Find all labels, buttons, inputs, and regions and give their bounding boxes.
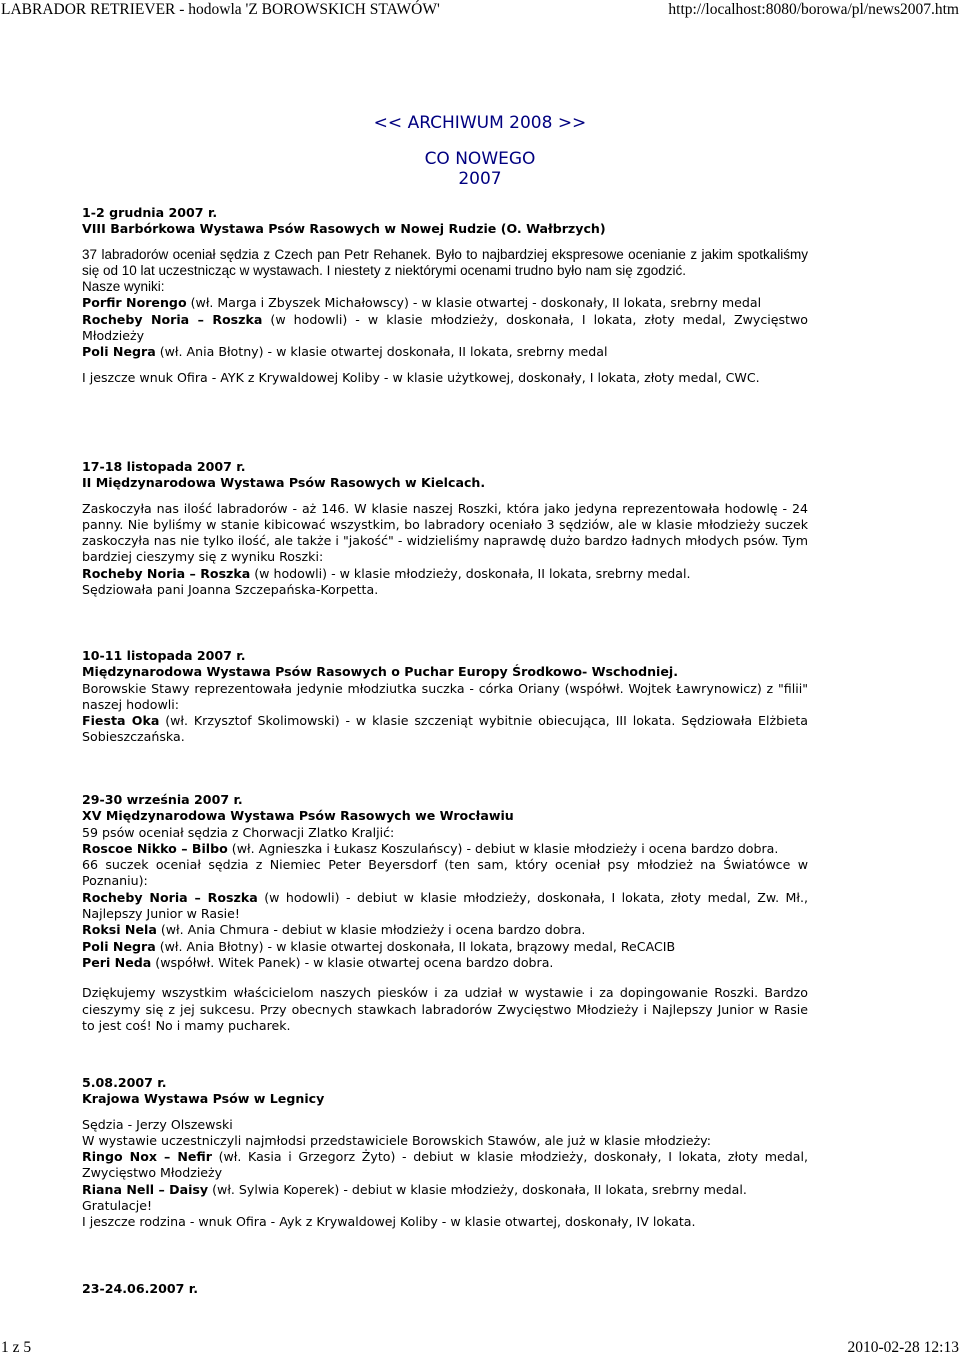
archive-2008-link[interactable]: << ARCHIWUM 2008 >> [373, 113, 587, 133]
dog-result: (wł. Ania Błotny) - w klasie otwartej doskonała, II lokata, srebrny medal [155, 344, 608, 360]
page-title-line2: 2007 [458, 169, 502, 189]
dog-result: (wł. Ania Błotny) - w klasie otwartej doskonała, II lokata, brązowy medal, ReCACIB [155, 938, 676, 954]
dog-name: Riana Nell – Daisy [82, 1181, 209, 1197]
entry-date: 29-30 września 2007 r. [82, 792, 243, 807]
entry-date: 23-24.06.2007 r. [82, 1281, 199, 1296]
dog-name: Roksi Nela [82, 922, 157, 938]
entry-event: Krajowa Wystawa Psów w Legnicy [82, 1091, 325, 1107]
dog-name: Poli Negra [82, 938, 156, 954]
dog-name: Fiesta Oka [82, 713, 160, 729]
page-number: 1 z 5 [1, 1339, 32, 1356]
dog-result: (w hodowli) - w klasie młodzieży, doskonała, I lokata, złoty medal, Zwycięstwo Młodzieży [82, 311, 809, 344]
dog-result: (wł. Sylwia Koperek) - debiut w klasie młodzieży, doskonała, II lokata, srebrny medal. [208, 1181, 747, 1197]
dog-result: (w hodowli) - debiut w klasie młodzieży, doskonała, I lokata, złoty medal, Zw. Mł., Najlepszy Junior w Rasie! [82, 889, 809, 922]
dog-result: (wł. Kasia i Grzegorz Żyto) - debiut w klasie młodzieży, doskonały, I lokata, złoty medal, Zwycięstwo Młodzieży [82, 1149, 808, 1181]
dog-name: Poli Negra [82, 344, 156, 360]
print-header [0, 1, 960, 19]
dog-name: Roscoe Nikko – Bilbo [82, 840, 228, 856]
dog-name: Rocheby Noria – Roszka [82, 565, 251, 581]
dog-name: Rocheby Noria – Roszka [82, 889, 258, 905]
entry-event: Międzynarodowa Wystawa Psów Rasowych o Puchar Europy Środkowo- Wschodniej. [82, 664, 679, 680]
entry-event: VIII Barbórkowa Wystawa Psów Rasowych w Nowej Rudzie (O. Wałbrzych) [82, 221, 606, 237]
entry-line: 66 suczek oceniał sędzia z Niemiec Peter Beyersdorf (ten sam, który oceniał psy młodzież na Światówce w Poznaniu): [82, 857, 808, 889]
dog-result: (współwł. Witek Panek) - w klasie otwartej ocena bardzo dobra. [151, 954, 554, 970]
entry-date: 1-2 grudnia 2007 r. [82, 205, 218, 220]
news-entry-aug-legnica [82, 1075, 808, 1231]
entry-event: XV Międzynarodowa Wystawa Psów Rasowych we Wrocławiu [82, 808, 514, 824]
entry-judge: Sędziowała pani Joanna Szczepańska-Korpetta. [82, 582, 379, 598]
news-entry-nov-kielce [82, 459, 808, 598]
entry-paragraph: I jeszcze rodzina - wnuk Ofira - Ayk z Krywaldowej Koliby - w klasie otwartej, doskonały, IV lokata. [82, 1214, 696, 1230]
dog-result: (w hodowli) - w klasie młodzieży, doskonała, II lokata, srebrny medal. [250, 565, 691, 581]
entry-line: Gratulacje! [82, 1198, 153, 1214]
entry-judge: Sędzia - Jerzy Olszewski [82, 1116, 233, 1132]
document-title: LABRADOR RETRIEVER - hodowla 'Z BOROWSKICH STAWÓW' [1, 1, 440, 18]
entry-paragraph: Zaskoczyła nas ilość labradorów - aż 146. W klasie naszej Roszki, która jako jedyna reprezentowała hodowlę - 24 panny. Nie byliśmy w stanie kibicować wszystkim, bo labradory oceniało 3 sędziów, ale w klasie młodzieży suczek zaskoczyła nas nie tylko ilość, ale także i "jakość" - widzieliśmy naprawdę dużo bardzo ładnych młodych psów. Tym bardziej cieszymy się z wyniku Roszki: [82, 500, 808, 565]
entry-line: W wystawie uczestniczyli najmłodsi przedstawiciele Borowskich Stawów, ale już w klasie młodzieży: [82, 1132, 711, 1148]
entry-paragraph: Borowskie Stawy reprezentowała jedynie młodziutka suczka - córka Oriany (współwł. Wojtek Ławrynowicz) z "filii" naszej hodowli: [82, 680, 808, 712]
results-label: Nasze wyniki: [82, 279, 165, 295]
entry-line: 59 psów oceniał sędzia z Chorwacji Zlatko Kraljić: [82, 824, 395, 840]
dog-result: (wł. Ania Chmura - debiut w klasie młodzieży i ocena bardzo dobra. [156, 922, 586, 938]
news-entry-jun-2007 [82, 1281, 808, 1297]
entry-paragraph: 37 labradorów oceniał sędzia z Czech pan Petr Rehanek. Było to najbardziej ekspresowe ocenianie z jakim spotkaliśmy się od 10 lat uczestnicząc w wystawach. I niestety z niektórymi ocenami trudno było nam się zgodzić. [82, 246, 808, 278]
dog-name: Rocheby Noria – Roszka [82, 311, 263, 327]
entry-event: II Międzynarodowa Wystawa Psów Rasowych w Kielcach. [82, 475, 486, 491]
news-entry-nov-europe-cup [82, 648, 808, 746]
entry-paragraph: I jeszcze wnuk Ofira - AYK z Krywaldowej Koliby - w klasie użytkowej, doskonały, I lokata, złoty medal, CWC. [82, 369, 760, 385]
entry-date: 10-11 listopada 2007 r. [82, 648, 246, 663]
news-entry-dec-2007 [82, 205, 808, 386]
dog-result: (wł. Marga i Zbyszek Michałowscy) - w klasie otwartej - doskonały, II lokata, srebrny medal [186, 295, 762, 311]
dog-result: (wł. Krzysztof Skolimowski) - w klasie szczeniąt wybitnie obiecująca, III lokata. Sędziowała Elżbieta Sobieszczańska. [82, 713, 808, 745]
print-footer [0, 1339, 960, 1357]
news-entry-sep-wroclaw [82, 792, 808, 1034]
page-title-line1: CO NOWEGO [424, 149, 536, 169]
document-url: http://localhost:8080/borowa/pl/news2007.htm [668, 1, 959, 18]
entry-date: 5.08.2007 r. [82, 1075, 167, 1090]
dog-result: (wł. Agnieszka i Łukasz Koszulańscy) - debiut w klasie młodzieży i ocena bardzo dobra. [227, 840, 779, 856]
entry-date: 17-18 listopada 2007 r. [82, 459, 246, 474]
entry-paragraph: Dziękujemy wszystkim właścicielom naszych piesków i za udział w wystawie i za dopingowanie Roszki. Bardzo cieszymy się z jej sukcesu. Przy obecnych stawkach labradorów Zwycięstwo Młodzieży i Najlepszy Junior w Rasie to jest coś! No i mamy pucharek. [82, 985, 808, 1033]
page-title [0, 149, 960, 189]
print-datetime: 2010-02-28 12:13 [847, 1339, 959, 1356]
dog-name: Ringo Nox – Nefir [82, 1149, 212, 1165]
dog-name: Peri Neda [82, 954, 152, 970]
dog-name: Porfir Norengo [82, 295, 187, 311]
